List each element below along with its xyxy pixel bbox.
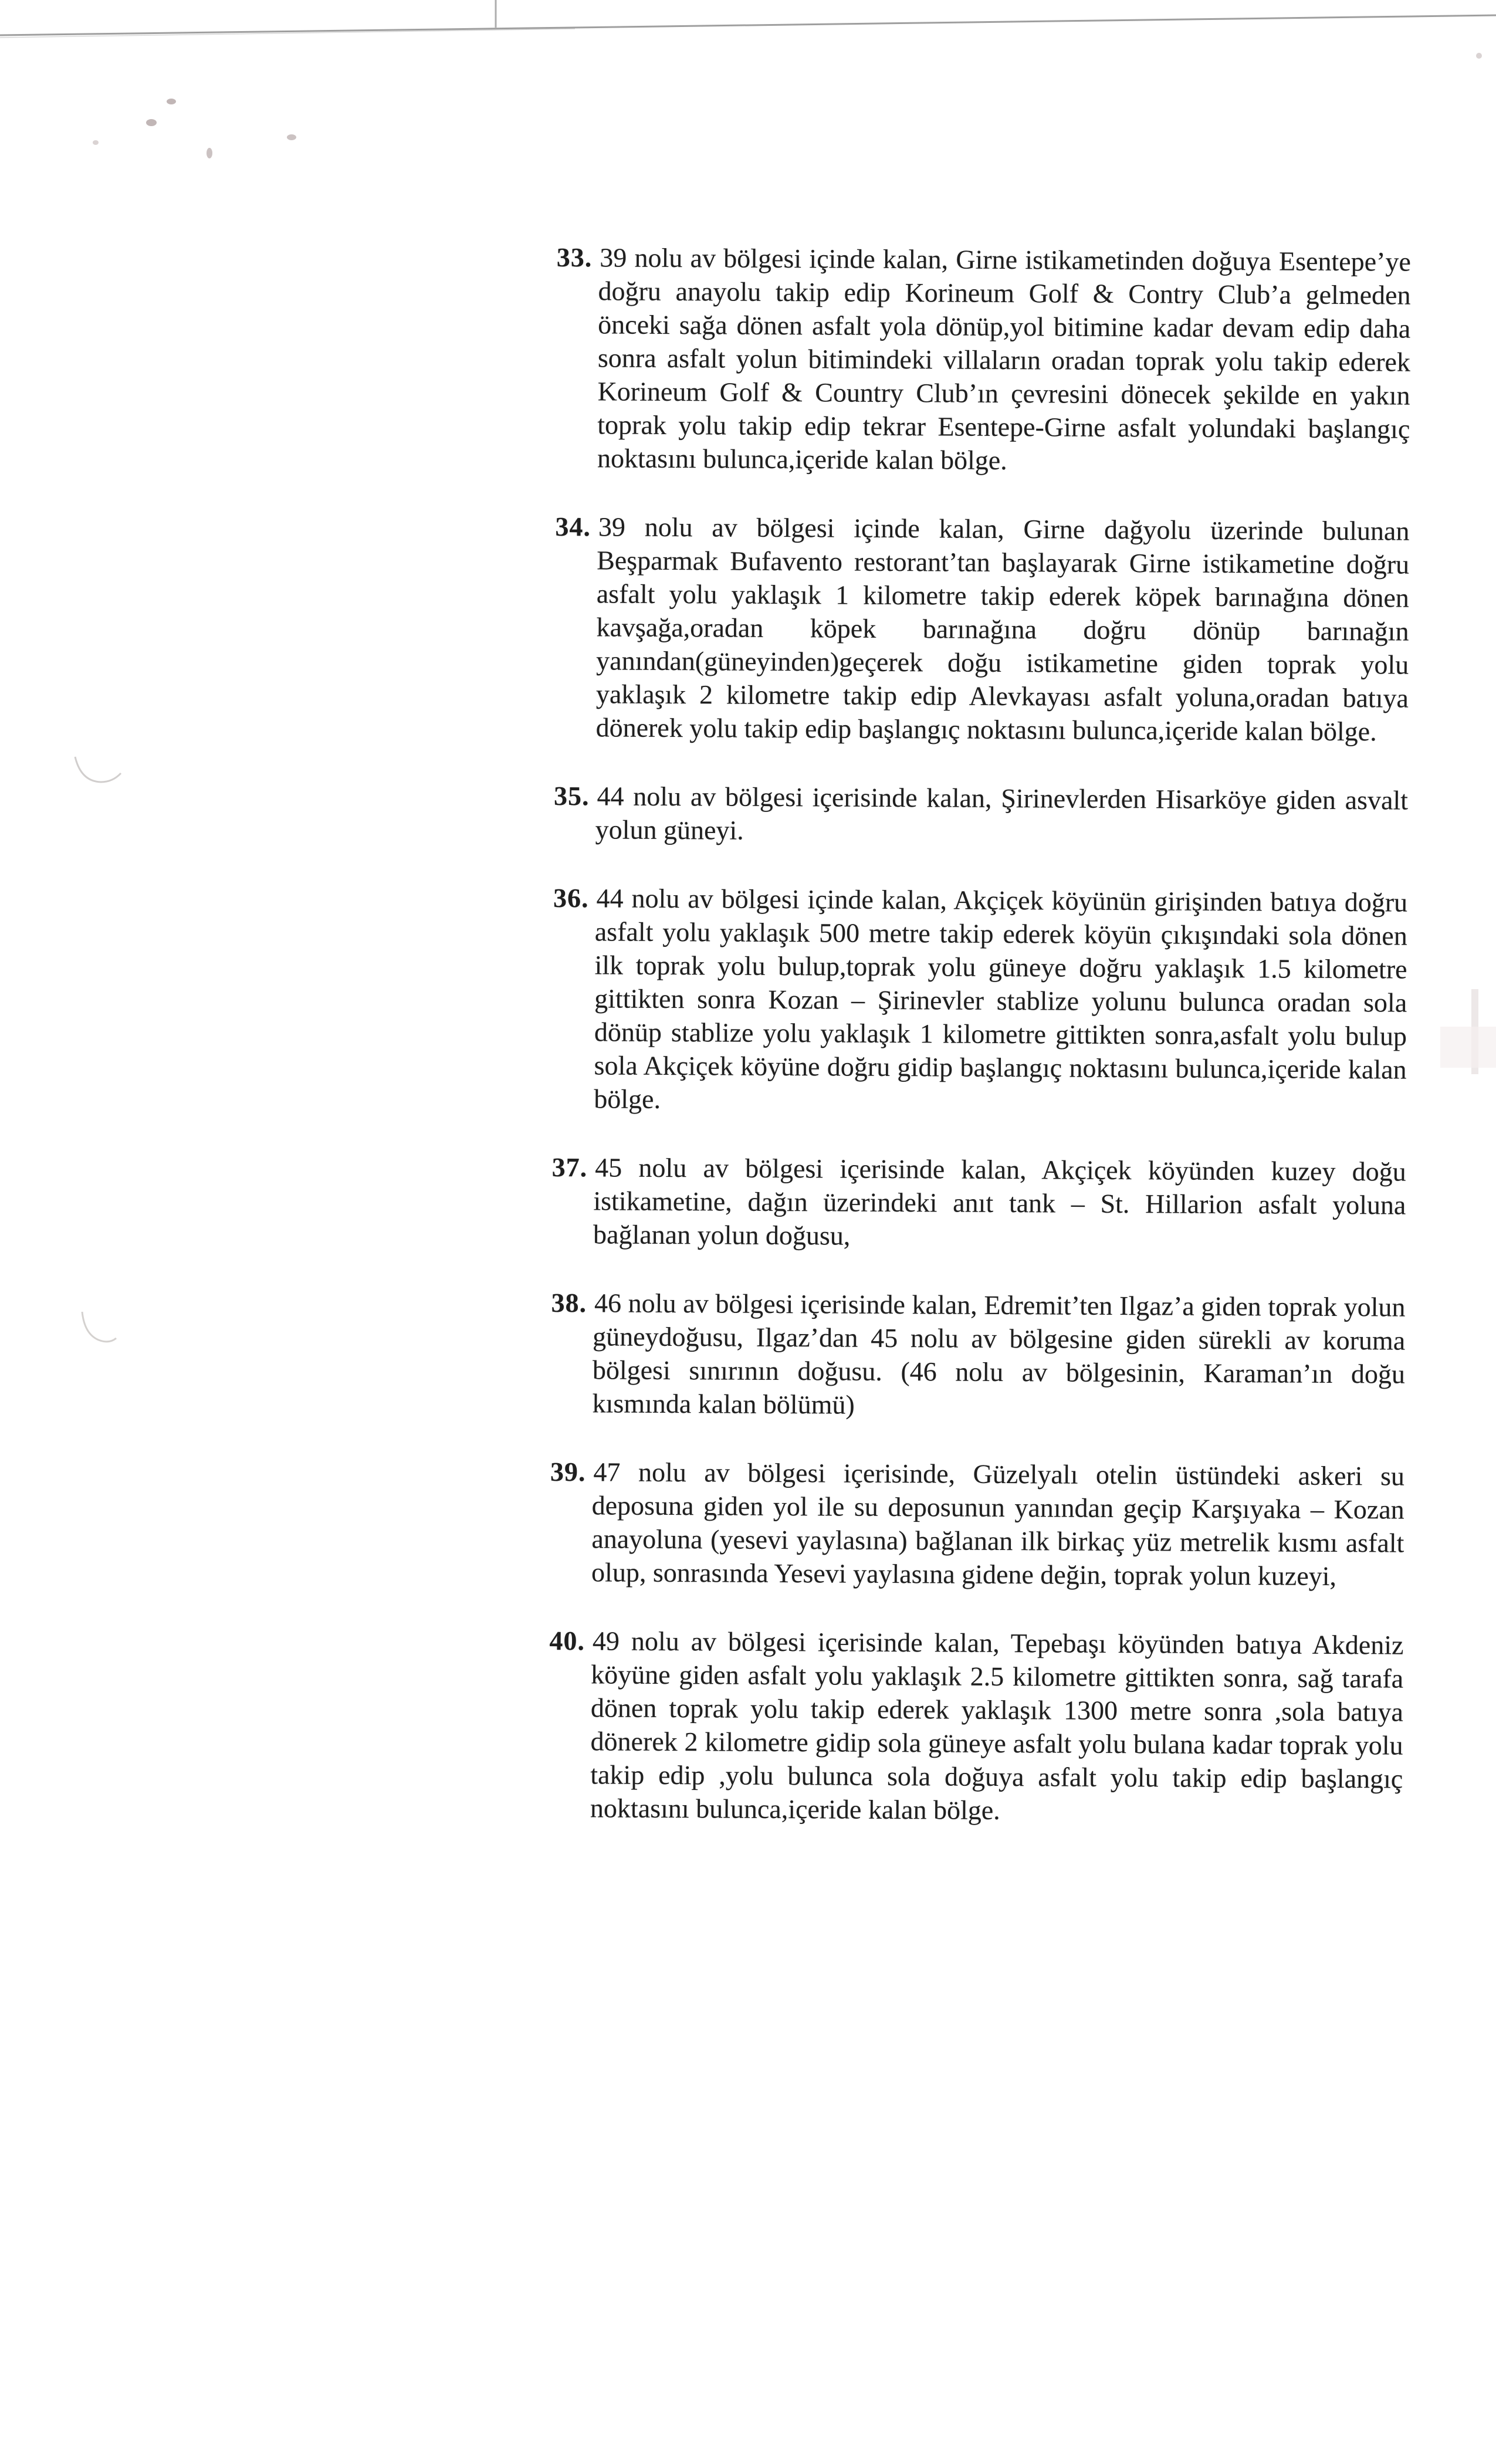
numbered-list: [549, 241, 1411, 1829]
list-item-35: [554, 779, 1409, 851]
item-number: 38.: [551, 1287, 587, 1318]
item-text: 47 nolu av bölgesi içerisinde, Güzelyalı otelin üstündeki askeri su deposuna giden yol ile su deposunun yanından geçip Karşıyaka – Kozan anayoluna (yesevi yaylasına) bağlanan ilk birkaç yüz metrelik kısmı asfalt olup, sonrasında Yesevi yaylasına gidene değin, toprak yolun kuzeyi,: [591, 1457, 1405, 1591]
pencil-arc-mark-2: [82, 1312, 116, 1342]
item-number: 40.: [549, 1625, 585, 1656]
dust-speck: [287, 134, 296, 140]
dust-speck: [167, 99, 176, 104]
item-text: 49 nolu av bölgesi içerisinde kalan, Tepebaşı köyünden batıya Akdeniz köyüne giden asfalt yolu yaklaşık 2.5 kilometre gittikten sonra, sağ tarafa dönen toprak yolu takip ederek yaklaşık 1300 metre sonra ,sola batıya dönerek 2 kilometre gidip sola güneye asfalt yolu bulana kadar toprak yolu takip edip ,yolu bulunca sola doğuya asfalt yolu takip edip başlangıç noktasını bulunca,içeride kalan bölge.: [590, 1626, 1404, 1825]
item-number: 39.: [550, 1456, 586, 1487]
scan-edge-line-top: [0, 15, 1496, 35]
item-text: 39 nolu av bölgesi içinde kalan, Girne dağyolu üzerinde bulunan Beşparmak Bufavento restorant’tan başlayarak Girne istikametine doğru asfalt yolu yaklaşık 1 kilometre takip ederek köpek barınağına dönen kavşağa,oradan köpek barınağına doğru dönüp barınağın yanından(güneyinden)geçerek doğu istikametine giden toprak yolu yaklaşık 2 kilometre takip edip Alevkayası asfalt yoluna,oradan batıya dönerek yolu takip edip başlangıç noktasını bulunca,içeride kalan bölge.: [595, 512, 1410, 747]
scan-shadow-right-blotch: [1440, 1027, 1496, 1068]
list-item-38: [550, 1286, 1405, 1424]
item-text: 44 nolu av bölgesi içerisinde kalan, Şirinevlerden Hisarköye giden asvalt yolun güneyi.: [595, 781, 1409, 845]
item-number: 37.: [551, 1152, 588, 1183]
list-item-39: [550, 1455, 1404, 1593]
list-item-40: [549, 1624, 1404, 1829]
dust-speck: [146, 119, 157, 126]
item-number: 34.: [555, 511, 591, 542]
item-number: 36.: [553, 882, 589, 913]
list-item-33: [556, 241, 1411, 479]
list-item-34: [554, 510, 1410, 749]
item-text: 46 nolu av bölgesi içerisinde kalan, Edremit’ten Ilgaz’a giden toprak yolun güneydoğusu, Ilgaz’dan 45 nolu av bölgesine giden sürekli av koruma bölgesi sınırının doğusu. (46 nolu av bölgesinin, Karaman’ın doğu kısmında kalan bölümü): [592, 1288, 1406, 1420]
list-item-37: [551, 1150, 1406, 1255]
dust-speck: [207, 148, 212, 158]
item-text: 44 nolu av bölgesi içinde kalan, Akçiçek köyünün girişinden batıya doğru asfalt yolu yaklaşık 500 metre takip ederek köyün çıkışındaki sola dönen ilk toprak yolu bulup,toprak yolu güneye doğru yaklaşık 1.5 kilometre gittikten sonra Kozan – Şirinevler stablize yolunu bulunca oradan sola dönüp stablize yolu yaklaşık 1 kilometre gittikten sonra,asfalt yolu bulup sola Akçiçek köyüne doğru gidip başlangıç noktasını bulunca,içeride kalan bölge.: [594, 883, 1408, 1114]
scan-edge-line-top-echo: [0, 29, 575, 38]
list-item-36: [552, 881, 1407, 1120]
item-text: 45 nolu av bölgesi içerisinde kalan, Akçiçek köyünden kuzey doğu istikametine, dağın üzerindeki anıt tank – St. Hillarion asfalt yoluna bağlanan yolun doğusu,: [593, 1152, 1406, 1251]
item-number: 33.: [556, 242, 593, 273]
item-text: 39 nolu av bölgesi içinde kalan, Girne istikametinden doğuya Esentepe’ye doğru anayolu takip edip Korineum Golf & Contry Club’a gelmeden önceki sağa dönen asfalt yola dönüp,yol bitimine kadar devam edip daha sonra asfalt yolun bitimindeki villaların oradan toprak yolu takip ederek Korineum Golf & Country Club’ın çevresini dönecek şekilde en yakın toprak yolu takip edip tekrar Esentepe-Girne asfalt yolundaki başlangıç noktasını bulunca,içeride kalan bölge.: [597, 242, 1411, 476]
scan-shadow-right-band: [1471, 989, 1478, 1074]
dust-speck: [93, 140, 99, 145]
dust-speck: [1476, 53, 1482, 59]
item-number: 35.: [553, 780, 590, 811]
pencil-arc-mark-1: [75, 757, 121, 782]
